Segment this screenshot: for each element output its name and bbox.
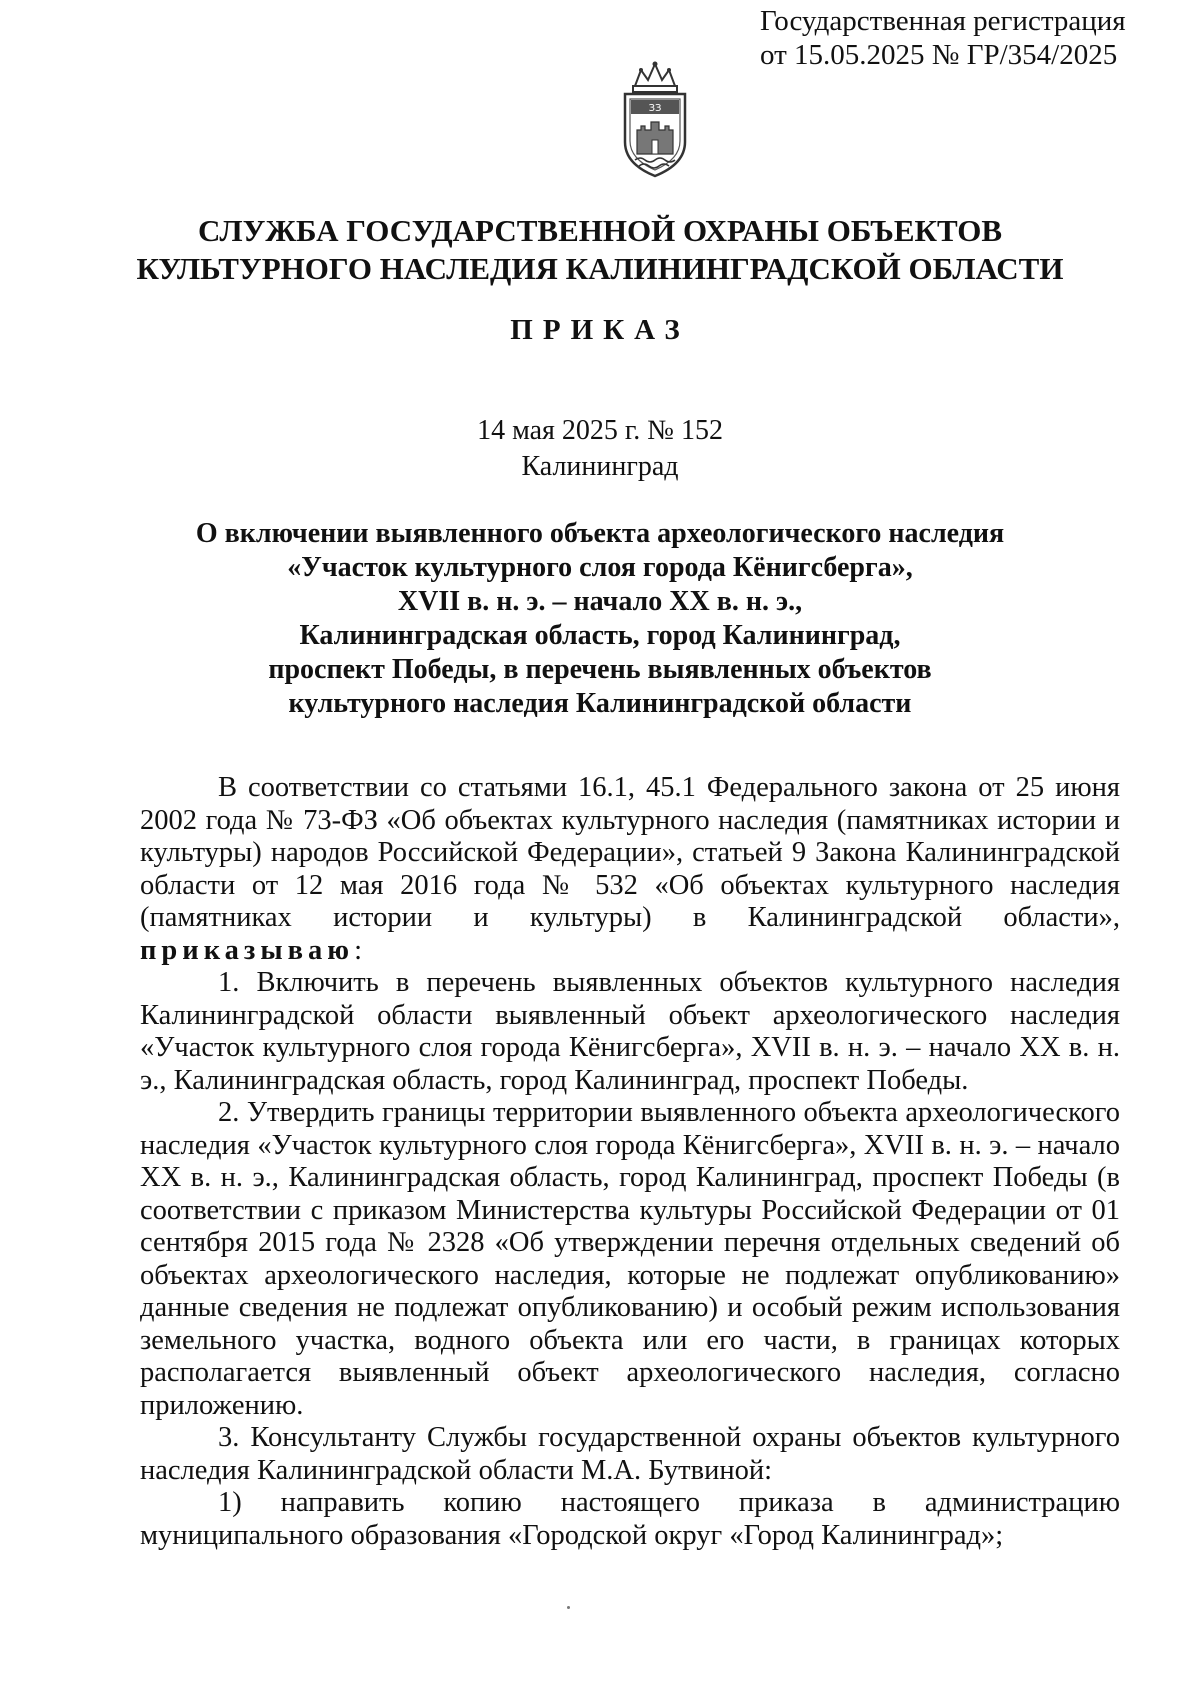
registration-line-2: от 15.05.2025 № ГР/354/2025: [760, 39, 1118, 71]
subject-line: Калининградская область, город Калининград,: [299, 620, 901, 651]
date-block: [100, 413, 1100, 485]
organization-title: [100, 212, 1100, 288]
subject-line: «Участок культурного слоя города Кёнигсберга»,: [287, 552, 913, 583]
preamble-text: В соответствии со статьями 16.1, 45.1 Федерального закона от 25 июня 2002 года № 73-ФЗ «Об объектах культурного наследия (памятниках истории и культуры) народов Российской Федерации», статьей 9 Закона Калининградской области от 12 мая 2016 года № 532 «Об объектах культурного наследия (памятниках истории и культуры) в Калининградской области»,: [140, 772, 1120, 933]
coat-of-arms-icon: [613, 60, 697, 180]
order-word: приказываю: [140, 934, 355, 966]
organization-line-1: СЛУЖБА ГОСУДАРСТВЕННОЙ ОХРАНЫ ОБЪЕКТОВ: [197, 213, 1003, 248]
organization-line-2: КУЛЬТУРНОГО НАСЛЕДИЯ КАЛИНИНГРАДСКОЙ ОБЛАСТИ: [136, 251, 1064, 286]
svg-text:ЗЗ: ЗЗ: [648, 103, 662, 114]
subject-line: проспект Победы, в перечень выявленных объектов: [268, 654, 932, 685]
scan-speck: [567, 1606, 570, 1609]
item-3-1-paragraph: 1) направить копию настоящего приказа в администрацию муниципального образования «Городской округ «Город Калининград»;: [140, 1487, 1120, 1551]
document-subject: [100, 517, 1100, 721]
document-type: ПРИКАЗ: [510, 314, 690, 346]
date-number: 14 мая 2025 г. № 152: [477, 415, 723, 446]
registration-line-1: Государственная регистрация: [760, 5, 1126, 37]
item-3-paragraph: 3. Консультанту Службы государственной охраны объектов культурного наследия Калининградской области М.А. Бутвиной:: [140, 1422, 1120, 1486]
subject-line: О включении выявленного объекта археологического наследия: [195, 518, 1005, 549]
order-colon: :: [354, 934, 362, 966]
item-2-paragraph: 2. Утвердить границы территории выявленного объекта археологического наследия «Участок культурного слоя города Кёнигсберга», XVII в. н. э. – начало XX в. н. э., Калининградская область, город Калининград, проспект Победы (в соответствии с приказом Министерства культуры Российской Федерации от 01 сентября 2015 года № 2328 «Об утверждении перечня отдельных сведений об объектах археологического наследия, которые не подлежат опубликованию» данные сведения не подлежат опубликованию) и особый режим использования земельного участка, водного объекта или его части, в границах которых располагается выявленный объект археологического наследия, согласно приложению.: [140, 1097, 1120, 1421]
item-1-paragraph: 1. Включить в перечень выявленных объектов культурного наследия Калининградской области выявленный объект археологического наследия «Участок культурного слоя города Кёнигсберга», XVII в. н. э. – начало XX в. н. э., Калининградская область, город Калининград, проспект Победы.: [140, 967, 1120, 1096]
subject-line: культурного наследия Калининградской области: [288, 688, 912, 719]
preamble-paragraph: [140, 772, 1120, 967]
city: Калининград: [521, 451, 679, 482]
subject-line: XVII в. н. э. – начало XX в. н. э.,: [397, 586, 803, 617]
registration-stamp: [760, 4, 1180, 72]
document-body: [140, 772, 1120, 1552]
